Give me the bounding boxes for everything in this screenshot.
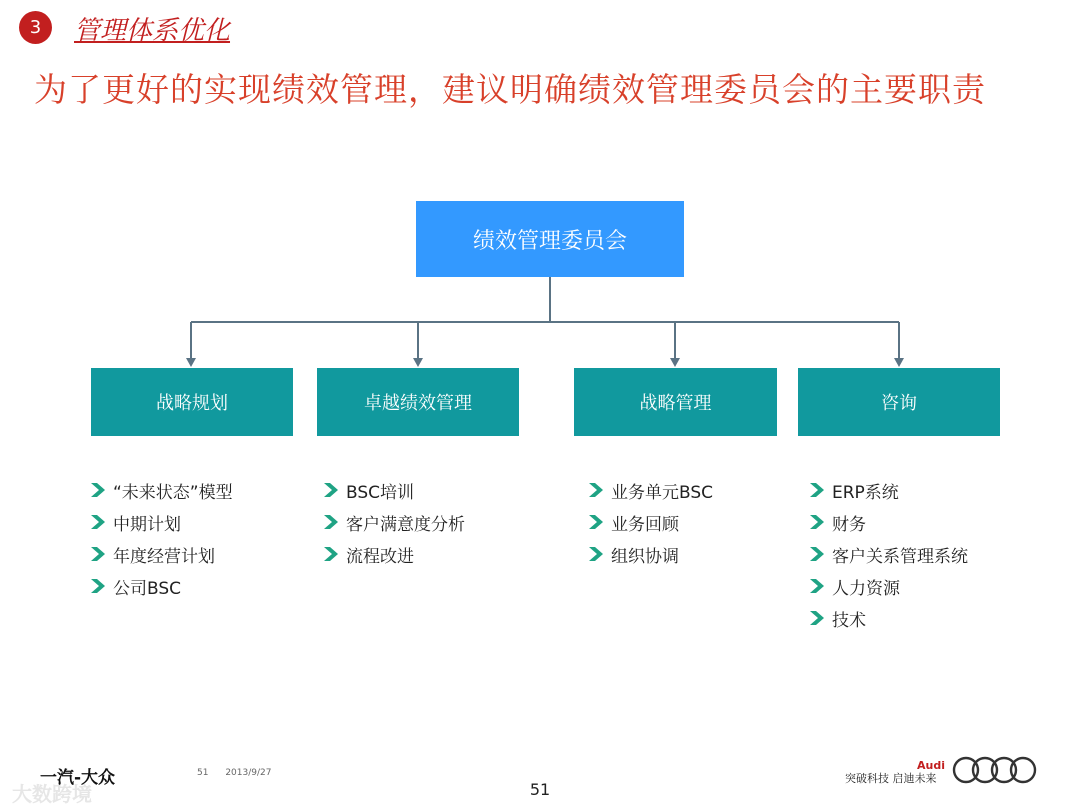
footer-date: 2013/9/27: [225, 768, 272, 778]
branch-list-strategy-management: [588, 474, 713, 570]
arrowhead-3: [670, 358, 680, 367]
list-item: 年度经营计划: [90, 538, 233, 570]
branch-list-strategy-planning: [90, 474, 233, 602]
section-title: 管理体系优化: [74, 16, 231, 46]
branch-node-strategy-management: 战略管理: [574, 368, 777, 436]
brand-slogan: 突破科技 启迪未来: [845, 772, 937, 785]
list-item: 流程改进: [323, 538, 465, 570]
audi-rings-icon: [950, 754, 1040, 786]
chevron-arrow-icon: [323, 514, 343, 530]
list-item: BSC培训: [323, 474, 465, 506]
chevron-arrow-icon: [588, 546, 608, 562]
brand-name: Audi: [917, 759, 945, 772]
arrowhead-4: [894, 358, 904, 367]
chevron-arrow-icon: [90, 546, 110, 562]
footer-slide-number: 51: [197, 768, 209, 778]
chevron-arrow-icon: [323, 482, 343, 498]
chevron-arrow-icon: [809, 578, 829, 594]
list-item: 财务: [809, 506, 968, 538]
branch-list-performance-excellence: [323, 474, 465, 570]
chevron-arrow-icon: [809, 546, 829, 562]
watermark: 大数跨境: [12, 782, 92, 806]
list-item: 中期计划: [90, 506, 233, 538]
chevron-arrow-icon: [588, 514, 608, 530]
headline: 为了更好的实现绩效管理，建议明确绩效管理委员会的主要职责: [34, 70, 986, 109]
list-item: 客户满意度分析: [323, 506, 465, 538]
page-number: 51: [529, 780, 551, 799]
arrowhead-1: [186, 358, 196, 367]
chevron-arrow-icon: [809, 610, 829, 626]
root-node: 绩效管理委员会: [416, 201, 684, 277]
list-item: 公司BSC: [90, 570, 233, 602]
list-item: 组织协调: [588, 538, 713, 570]
list-item: 客户关系管理系统: [809, 538, 968, 570]
arrowhead-2: [413, 358, 423, 367]
section-number-badge: 3: [19, 11, 52, 44]
branch-list-consulting: [809, 474, 968, 634]
branch-node-consulting: 咨询: [798, 368, 1000, 436]
company-logo: 一汽-大众: [40, 768, 116, 788]
list-item: 业务回顾: [588, 506, 713, 538]
chevron-arrow-icon: [809, 482, 829, 498]
list-item: ERP系统: [809, 474, 968, 506]
chevron-arrow-icon: [588, 482, 608, 498]
chevron-arrow-icon: [90, 514, 110, 530]
chevron-arrow-icon: [323, 546, 343, 562]
list-item: 业务单元BSC: [588, 474, 713, 506]
chevron-arrow-icon: [90, 578, 110, 594]
chevron-arrow-icon: [90, 482, 110, 498]
chevron-arrow-icon: [809, 514, 829, 530]
list-item: 技术: [809, 602, 968, 634]
branch-node-performance-excellence: 卓越绩效管理: [317, 368, 519, 436]
list-item: 人力资源: [809, 570, 968, 602]
list-item: “未来状态”模型: [90, 474, 233, 506]
footer-meta: [197, 768, 285, 778]
branch-node-strategy-planning: 战略规划: [91, 368, 293, 436]
